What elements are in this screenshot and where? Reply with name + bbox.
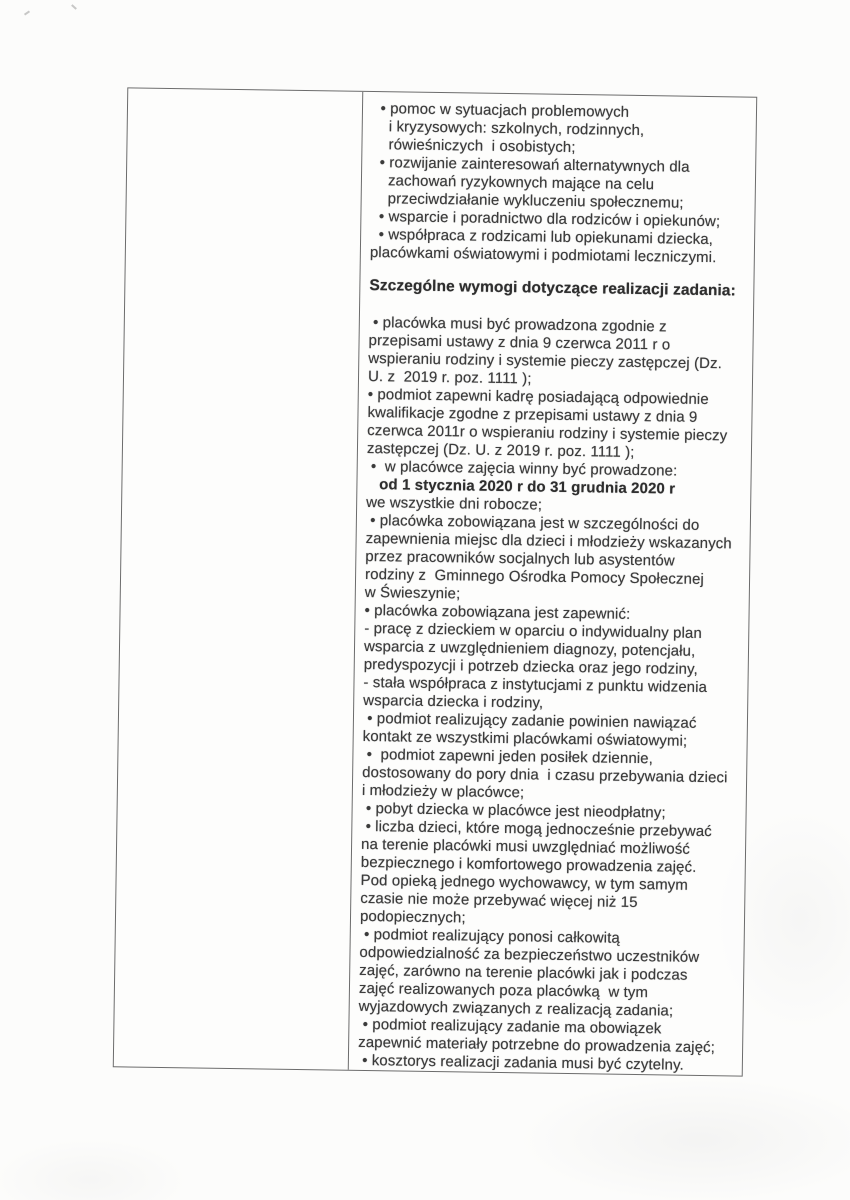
requirement-item: • liczba dzieci, które mogą jednocześnie przebywać na terenie placówki musi uwzględniać możliwość bezpiecznego i komfortowego prowadzenia zajęć. Pod opieką jednego wychowawcy, w tym samym czasie nie może przebywać więcej niż 15 podopiecznych; — [359, 817, 712, 927]
requirements-list — [358, 314, 749, 1076]
requirement-item: • podmiot zapewni jeden posiłek dziennie, dostosowany do pory dnia i czasu przebywania dzieci i młodzieży w placówce; — [361, 745, 728, 802]
requirement-item: • kosztorys realizacji zadania musi być czytelny. — [357, 1051, 684, 1074]
requirement-item: • placówka musi być prowadzona zgodnie z przepisami ustawy z dnia 9 czerwca 2011 r o wspieraniu rodziny i systemie pieczy zastępczej (Dz. U. z 2019 r. poz. 1111 ); — [367, 313, 723, 388]
requirement-item: • placówka zobowiązana jest zapewnić: — [364, 601, 631, 623]
intro-bullet-item: • rozwijanie zainteresowań alternatywnych dla zachowań ryzykownych mające na celu przeciwdziałanie wykluczeniu społecznemu; — [370, 154, 690, 212]
table-cell-left-empty — [114, 88, 363, 1069]
requirement-item: • placówka zobowiązana jest w szczególności do zapewnienia miejsc dla dzieci i młodzieży wskazanych przez pracowników socjalnych lub asystentów rodziny z Gminnego Ośrodka Pomocy Społecznej w Świeszynie; — [364, 511, 732, 603]
table-cell-right — [349, 92, 756, 1076]
intro-bullet-item: • wsparcie i poradnictwo dla rodziców i opiekunów; — [370, 208, 721, 231]
requirement-item: we wszystkie dni robocze; — [366, 493, 543, 514]
requirement-item: od 1 stycznia 2020 r do 31 grudnia 2020 r — [366, 475, 676, 498]
requirement-item: - pracę z dzieckiem w oparciu o indywidualny plan wsparcia z uwzględnieniem diagnozy, potencjału, predyspozycji i potrzeb dziecka oraz jego rodziny, — [363, 619, 702, 678]
requirement-item: - stała współpraca z instytucjami z punktu widzenia wsparcia dziecka i rodziny, — [363, 673, 708, 712]
requirement-item: • podmiot zapewni kadrę posiadającą odpowiednie kwalifikacje zgodne z przepisami ustawy z dnia 9 czerwca 2011r o wspieraniu rodziny i systemie pieczy zastępczej (Dz. U. z 2019 r. poz. 1111 ); — [366, 385, 728, 461]
requirement-item: • podmiot realizujący zadanie ma obowiązek zapewnić materiały potrzebne do prowadzenia zajęć; — [358, 1015, 716, 1057]
requirement-item: • pobyt dziecka w placówce jest nieodpłatny; — [361, 799, 666, 822]
requirement-item: • podmiot realizujący zadanie powinien nawiązać kontakt ze wszystkimi placówkami oświatowymi; — [362, 709, 697, 750]
section-heading: Szczególne wymogi dotyczące realizacji zadania: — [369, 276, 736, 300]
intro-bullet-list — [370, 100, 752, 268]
scan-artifact-mark — [71, 4, 77, 10]
requirement-item: • podmiot realizujący ponosi całkowitą odpowiedzialność za bezpieczeństwo uczestników zajęć, zarówno na terenie placówki jak i podczas zajęć realizowanych poza placówką w tym wyjazdowych związanych z realizacją zadania; — [358, 925, 700, 1020]
intro-bullet-item: • współpraca z rodzicami lub opiekunami dziecka, placówkami oświatowymi i podmiotami leczniczymi. — [369, 226, 717, 267]
scan-artifact-mark — [24, 10, 30, 15]
requirement-item: • w placówce zajęcia winny być prowadzone: — [366, 457, 678, 480]
intro-bullet-item: • pomoc w sytuacjach problemowych i kryzysowych: szkolnych, rodzinnych, rówieśniczych i osobistych; — [371, 100, 645, 157]
requirements-table — [113, 87, 757, 1076]
